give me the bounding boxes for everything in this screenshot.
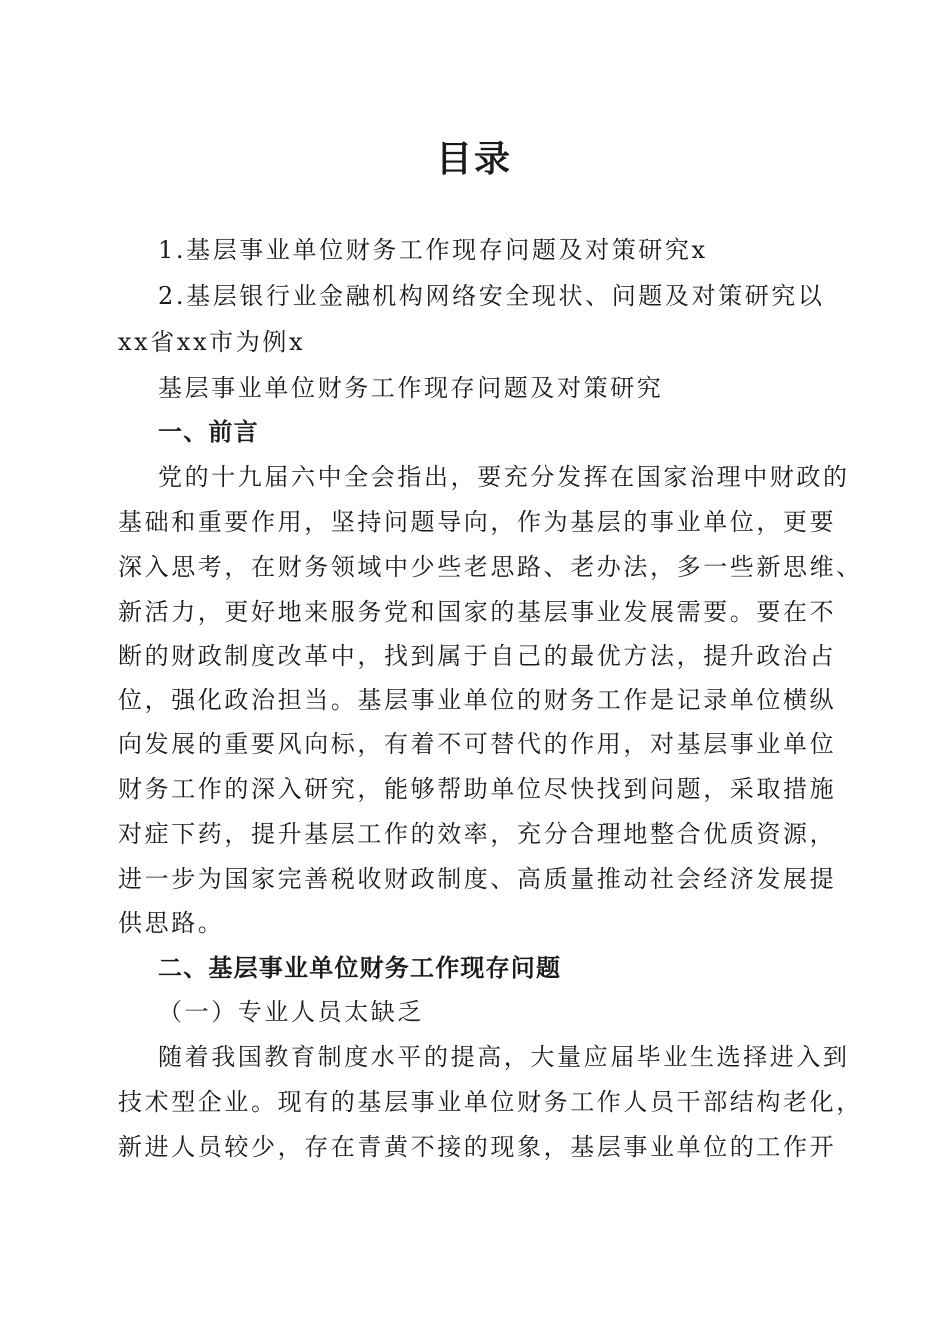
paragraph-line: 财务工作的深入研究，能够帮助单位尽快找到问题，采取措施 (118, 775, 837, 803)
paragraph-line: 新进人员较少，存在青黄不接的现象，基层事业单位的工作开 (118, 1133, 837, 1161)
paragraph-line: 供思路。 (118, 909, 225, 937)
paragraph-line: 基础和重要作用，坚持问题导向，作为基层的事业单位，更要 (118, 508, 837, 536)
paragraph-line: 断的财政制度改革中，找到属于自己的最优方法，提升政治占 (118, 642, 837, 670)
article-title: 基层事业单位财务工作现存问题及对策研究 (158, 374, 664, 402)
paragraph-line: 党的十九届六中全会指出，要充分发挥在国家治理中财政的 (158, 463, 850, 491)
paragraph-line: 对症下药，提升基层工作的效率，充分合理地整合优质资源， (118, 820, 837, 848)
paragraph-line: 技术型企业。现有的基层事业单位财务工作人员干部结构老化， (118, 1088, 863, 1116)
paragraph-line: 向发展的重要风向标，有着不可替代的作用，对基层事业单位 (118, 730, 837, 758)
section-heading-2: 二、基层事业单位财务工作现存问题 (158, 954, 562, 982)
paragraph-line: 新活力，更好地来服务党和国家的基层事业发展需要。要在不 (118, 598, 837, 626)
subsection-heading: （一）专业人员太缺乏 (158, 998, 424, 1026)
toc-item-2-continued[interactable]: xx省xx市为例x (118, 328, 306, 356)
paragraph-line: 深入思考，在财务领域中少些老思路、老办法，多一些新思维、 (118, 553, 863, 581)
paragraph-line: 随着我国教育制度水平的提高，大量应届毕业生选择进入到 (158, 1043, 850, 1071)
page-title: 目录 (435, 139, 512, 180)
paragraph-line: 位，强化政治担当。基层事业单位的财务工作是记录单位横纵 (118, 686, 837, 714)
section-heading-1: 一、前言 (158, 418, 259, 446)
toc-item-1[interactable]: 1.基层事业单位财务工作现存问题及对策研究x (158, 236, 708, 264)
toc-item-2[interactable]: 2.基层银行业金融机构网络安全现状、问题及对策研究以 (158, 282, 825, 310)
paragraph-line: 进一步为国家完善税收财政制度、高质量推动社会经济发展提 (118, 865, 837, 893)
